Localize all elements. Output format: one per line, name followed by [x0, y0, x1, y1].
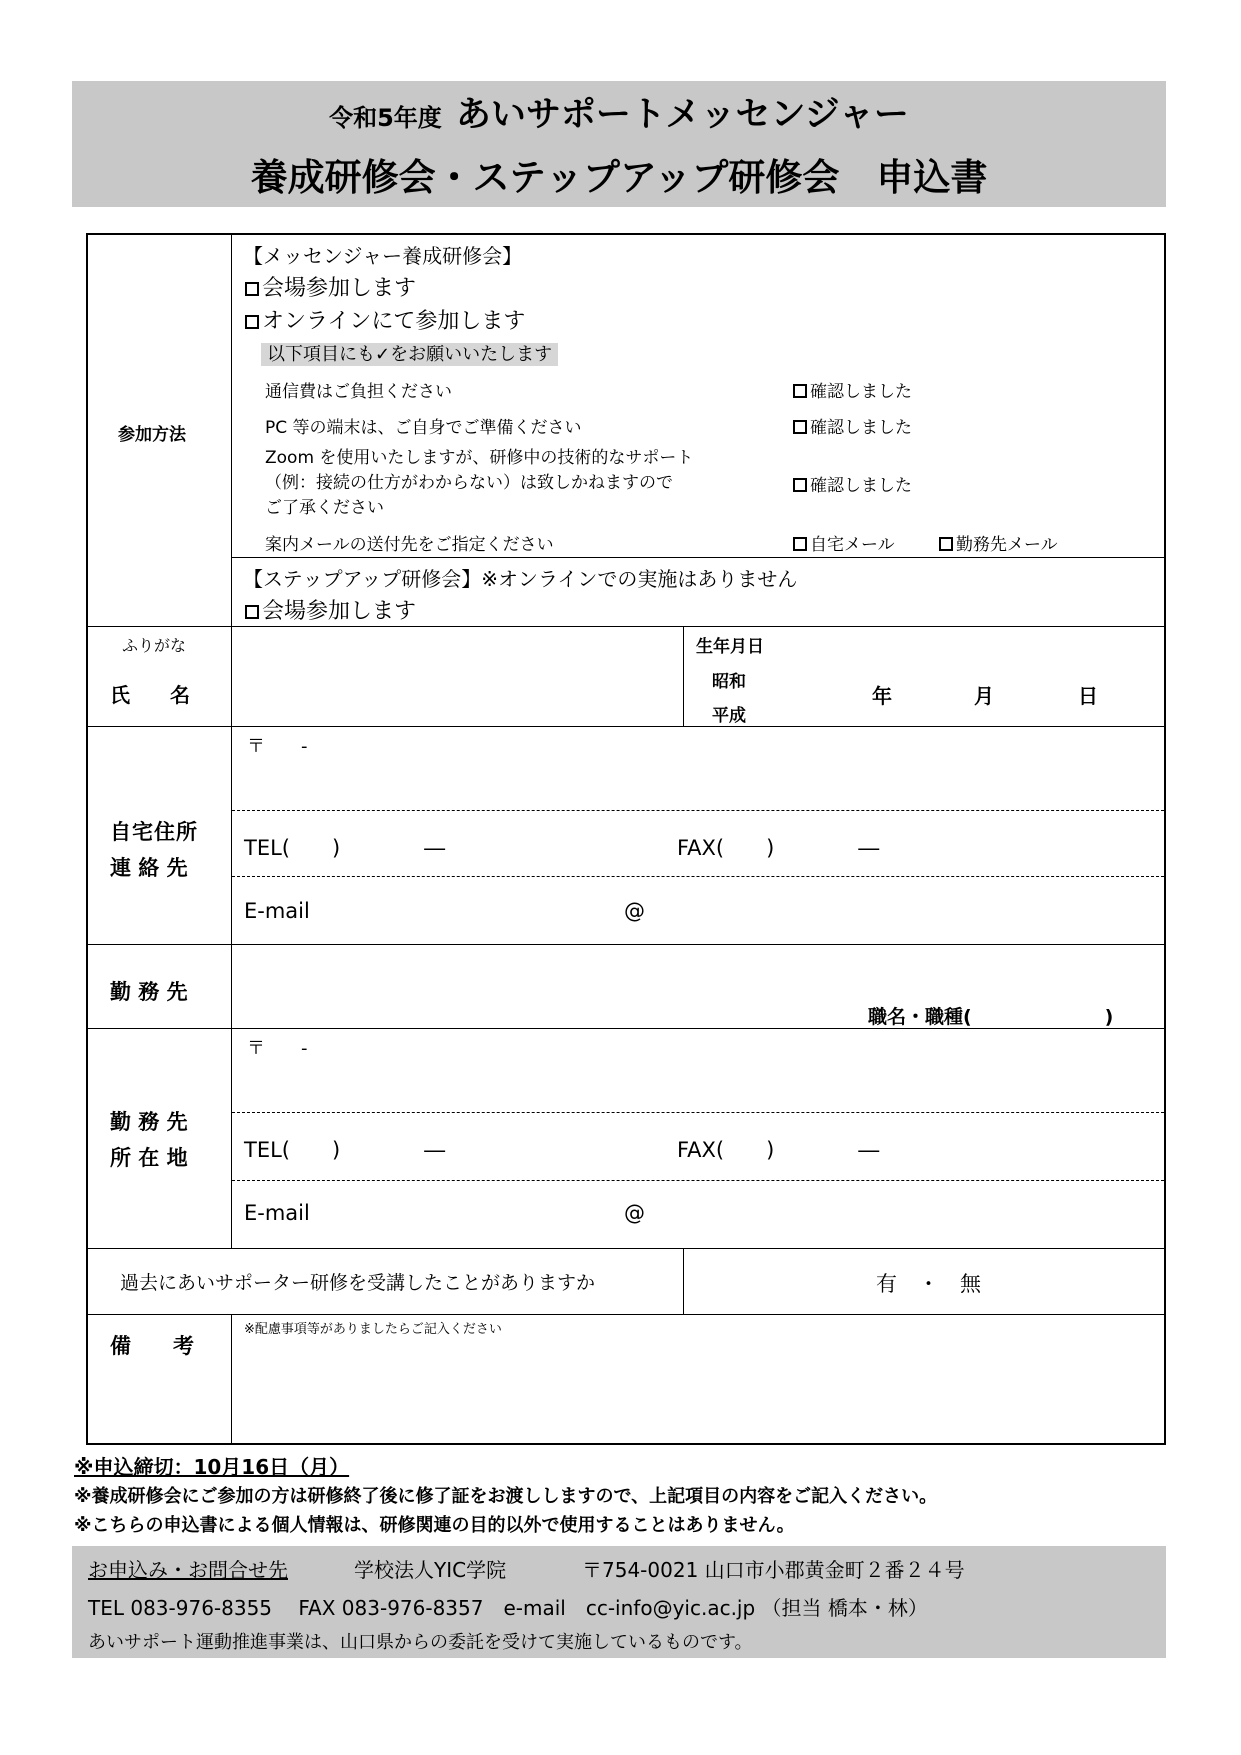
remarks-input-area[interactable]	[235, 1338, 1160, 1438]
name-input-area[interactable]	[235, 630, 675, 722]
past-training-question: 過去にあいサポーター研修を受講したことがありますか	[120, 1272, 596, 1294]
furigana-label: ふりがな	[122, 636, 187, 655]
confirm-checkbox-1[interactable]	[793, 384, 807, 398]
home-contact-label: 連 絡 先	[110, 856, 188, 880]
past-training-answer[interactable]: 有 ・ 無	[876, 1272, 981, 1296]
organization-address: 〒754-0021 山口市小郡黄金町２番２４号	[582, 1558, 965, 1582]
program-title: あいサポートメッセンジャー	[455, 95, 909, 135]
confirm-checkbox-2[interactable]	[793, 420, 807, 434]
remarks-note: ※配慮事項等がありましたらご記入ください	[244, 1322, 502, 1337]
home-email-field[interactable]: E-mail	[244, 899, 310, 923]
privacy-note: ※こちらの申込書による個人情報は、研修関連の目的以外で使用することはありません。	[74, 1515, 795, 1536]
home-email-at: @	[624, 899, 645, 923]
stepup-venue-checkbox[interactable]	[245, 605, 259, 619]
birthdate-label: 生年月日	[696, 637, 764, 657]
item-communication-cost: 通信費はご負担ください	[265, 382, 452, 402]
venue-option[interactable]: 会場参加します	[245, 271, 416, 302]
work-mail-checkbox[interactable]	[939, 537, 953, 551]
deadline-note: ※申込締切：10月16日（月）	[74, 1455, 350, 1479]
commission-note: あいサポート運動推進事業は、山口県からの委託を受けて実施しているものです。	[88, 1632, 753, 1653]
item-mail-destination: 案内メールの送付先をご指定ください	[265, 535, 554, 555]
contact-footer	[72, 1546, 1166, 1658]
birth-day-unit: 日	[1078, 684, 1098, 708]
item-pc-device: PC 等の端末は、ご自身でご準備ください	[265, 418, 582, 438]
contact-details[interactable]: TEL 083-976-8355 FAX 083-976-8357 e-mail cc-info@yic.ac.jp （担当 橋本・林）	[88, 1596, 928, 1620]
work-mail-option[interactable]: 勤務先メール	[939, 530, 1058, 555]
remarks-label: 備 考	[110, 1334, 194, 1358]
confirm-option-3[interactable]: 確認しました	[793, 471, 912, 496]
contact-label: お申込み・お問合せ先	[88, 1558, 288, 1582]
work-address-label-1: 勤 務 先	[110, 1110, 188, 1134]
work-fax-field[interactable]: FAX( ) ―	[677, 1138, 880, 1162]
form-subtitle: 養成研修会・ステップアップ研修会 申込書	[250, 156, 988, 199]
home-fax-field[interactable]: FAX( ) ―	[677, 836, 880, 860]
job-title-field[interactable]: 職名・職種( )	[868, 1006, 1114, 1028]
era-showa[interactable]: 昭和	[712, 672, 746, 692]
work-email-field[interactable]: E-mail	[244, 1201, 310, 1225]
year-label: 令和5年度	[329, 104, 442, 132]
online-note: 以下項目にも✓をお願いいたします	[261, 340, 558, 366]
participation-label: 参加方法	[118, 425, 186, 445]
online-checkbox[interactable]	[245, 315, 259, 329]
confirm-checkbox-3[interactable]	[793, 478, 807, 492]
organization-name: 学校法人YIC学院	[354, 1558, 507, 1582]
stepup-venue-option[interactable]: 会場参加します	[245, 594, 416, 625]
era-heisei[interactable]: 平成	[712, 706, 746, 726]
venue-checkbox[interactable]	[245, 282, 259, 296]
home-postal-field[interactable]: 〒 -	[247, 736, 308, 757]
home-tel-field[interactable]: TEL( ) ―	[244, 836, 446, 860]
stepup-heading: 【ステップアップ研修会】※オンラインでの実施はありません	[243, 567, 798, 591]
work-address-label-2: 所 在 地	[110, 1146, 188, 1170]
work-postal-field[interactable]: 〒 -	[247, 1038, 308, 1059]
header-banner	[72, 81, 1166, 207]
birth-year-unit: 年	[872, 684, 892, 708]
certificate-note: ※養成研修会にご参加の方は研修終了後に修了証をお渡ししますので、上記項目の内容をご記入ください。	[74, 1486, 938, 1507]
name-label: 氏 名	[110, 683, 190, 707]
work-tel-field[interactable]: TEL( ) ―	[244, 1138, 446, 1162]
messenger-heading: 【メッセンジャー養成研修会】	[243, 244, 523, 268]
confirm-option-2[interactable]: 確認しました	[793, 413, 912, 438]
workplace-label: 勤 務 先	[110, 980, 188, 1004]
home-mail-option[interactable]: 自宅メール	[793, 530, 895, 555]
home-address-label: 自宅住所	[110, 820, 198, 844]
confirm-option-1[interactable]: 確認しました	[793, 377, 912, 402]
work-email-at: @	[624, 1201, 645, 1225]
birth-month-unit: 月	[974, 684, 994, 708]
online-option[interactable]: オンラインにて参加します	[245, 304, 525, 335]
header-title-line	[72, 87, 1166, 137]
item-zoom-support: Zoom を使用いたしますが、研修中の技術的なサポート （例：接続の仕方がわからない）は致しかねますので ご了承ください	[265, 448, 694, 518]
home-mail-checkbox[interactable]	[793, 537, 807, 551]
